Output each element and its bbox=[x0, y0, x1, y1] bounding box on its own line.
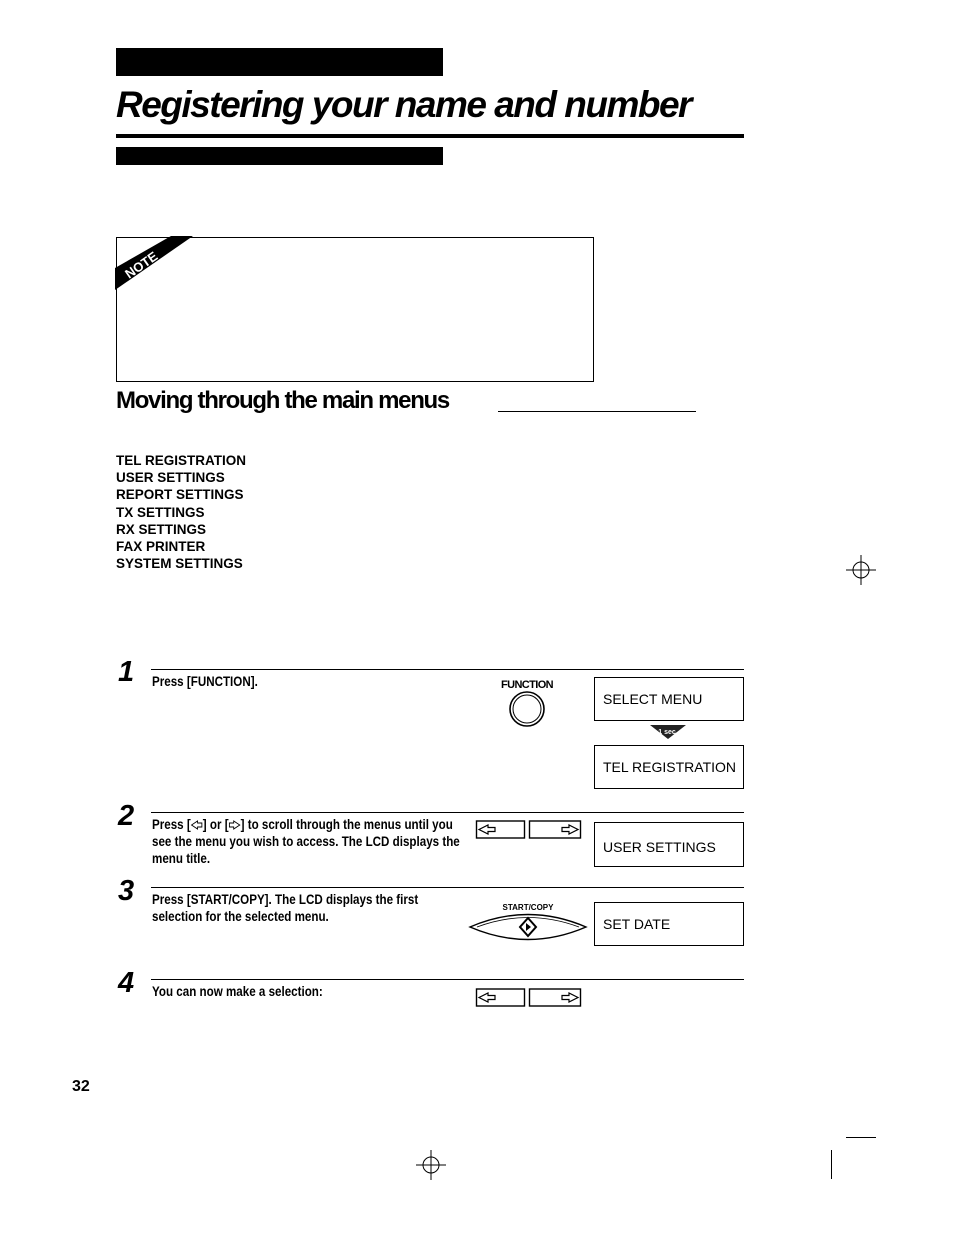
page-title: Registering your name and number bbox=[116, 84, 691, 125]
registration-mark-icon bbox=[846, 555, 876, 585]
step-1-number: 1 bbox=[118, 656, 135, 688]
menu-item-user-settings: USER SETTINGS bbox=[116, 470, 225, 486]
menu-item-tx-settings: TX SETTINGS bbox=[116, 504, 205, 520]
menu-item-report-settings: REPORT SETTINGS bbox=[116, 487, 244, 503]
menu-item-rx-settings: RX SETTINGS bbox=[116, 521, 207, 537]
step-1-text: Press [FUNCTION]. bbox=[152, 674, 258, 689]
section-heading-rule bbox=[498, 411, 696, 412]
function-key-label: FUNCTION bbox=[500, 679, 554, 691]
lcd-display-set-date bbox=[594, 902, 744, 946]
function-key-icon bbox=[496, 676, 558, 730]
step-1-rule bbox=[151, 669, 744, 670]
lcd-display-user-settings bbox=[594, 822, 744, 867]
menu-item-system-settings: SYSTEM SETTINGS bbox=[116, 556, 243, 572]
arrow-keys-icon bbox=[475, 819, 583, 841]
lcd-display-tel-registration bbox=[594, 745, 744, 789]
section-heading: Moving through the main menus bbox=[116, 387, 449, 414]
header-bar-bottom bbox=[116, 147, 443, 165]
step-4-text: You can now make a selection: bbox=[152, 984, 323, 999]
note-badge-label: NOTE bbox=[122, 248, 161, 282]
start-copy-key-label: START/COPY bbox=[502, 903, 554, 912]
step-3-number: 3 bbox=[118, 875, 135, 907]
page-number: 32 bbox=[72, 1078, 90, 1095]
step-2-text-part: ] to scroll through the menus until you see the menu you wish to access. The LCD displays the menu title. bbox=[152, 817, 460, 866]
step-4-rule bbox=[151, 979, 744, 980]
start-copy-key-icon bbox=[467, 900, 589, 944]
main-menu-list bbox=[116, 452, 246, 572]
crop-mark-vertical bbox=[831, 1150, 832, 1179]
title-underline bbox=[116, 134, 744, 138]
arrow-tag-label: 1 sec. bbox=[658, 729, 678, 736]
menu-item-tel-registration: TEL REGISTRATION bbox=[116, 453, 247, 468]
menu-item-fax-printer: FAX PRINTER bbox=[116, 539, 206, 555]
lcd-text: USER SETTINGS bbox=[603, 838, 716, 855]
left-arrow-icon bbox=[191, 820, 203, 830]
step-2-number: 2 bbox=[118, 800, 135, 832]
lcd-display-select-menu bbox=[594, 677, 744, 721]
step-3-text: Press [START/COPY]. The LCD displays the first selection for the selected menu. bbox=[152, 892, 419, 924]
lcd-text: SET DATE bbox=[603, 916, 671, 932]
step-2-text bbox=[152, 816, 466, 867]
note-badge-icon bbox=[115, 236, 195, 292]
lcd-text: TEL REGISTRATION bbox=[603, 759, 737, 775]
header-bar-top bbox=[116, 48, 443, 76]
crop-mark-horizontal bbox=[846, 1137, 876, 1138]
step-2-text-part: ] or [ bbox=[202, 817, 229, 832]
arrow-keys-icon bbox=[475, 987, 583, 1009]
registration-mark-icon bbox=[416, 1150, 446, 1180]
step-2-rule bbox=[151, 812, 744, 813]
step-2-text-part: Press [ bbox=[152, 817, 191, 832]
arrow-down-icon bbox=[648, 723, 688, 741]
right-arrow-icon bbox=[229, 820, 241, 830]
step-3-rule bbox=[151, 887, 744, 888]
step-4-number: 4 bbox=[118, 967, 135, 999]
lcd-text: SELECT MENU bbox=[603, 691, 703, 707]
